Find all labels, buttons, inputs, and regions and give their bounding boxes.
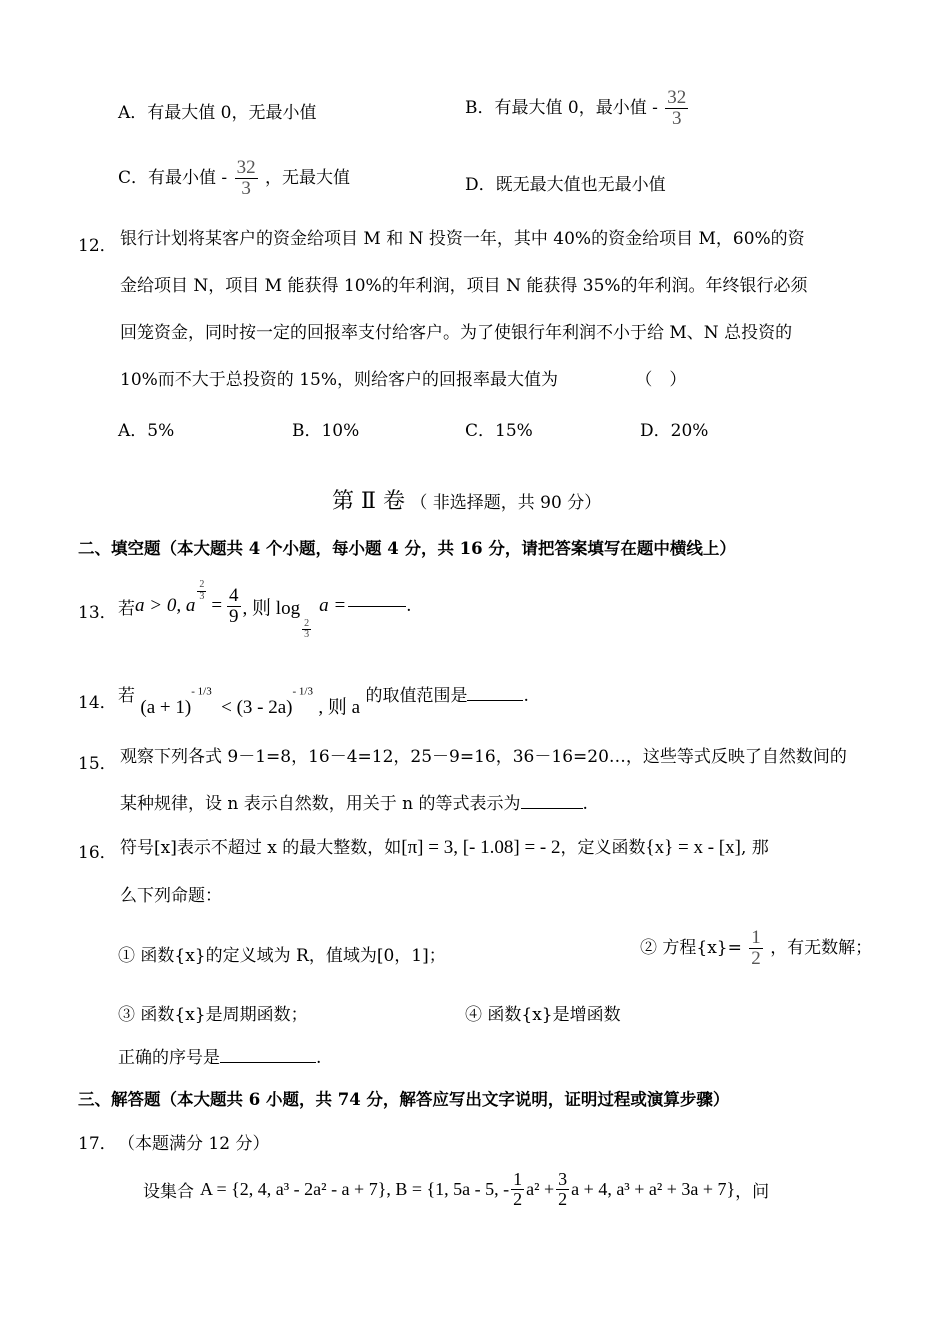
fraction-numerator: 4 [229,585,239,606]
q12-option-d: D．20% [640,421,709,441]
q15-line-1: 观察下列各式 9－1=8，16－4=12，25－9=16，36－16=20…，这些等式反映了自然数间的 [120,747,847,767]
q11-option-c-suffix: ，无最大值 [264,167,350,188]
q12-line-1: 银行计划将某客户的资金给项目 M 和 N 投资一年，其中 40%的资金给项目 M，60%的资 [120,229,805,249]
q14-lhs: (a + 1) [140,697,192,718]
q17-fraction-1 [511,1170,524,1209]
q16-line-1c: ，定义函数 [560,838,646,858]
fraction-numerator: 1 [751,927,761,948]
q13-answer-blank[interactable] [348,606,406,607]
q14-expression [118,680,529,718]
q14-ze: , 则 a [318,697,361,718]
q14-answer-blank[interactable] [467,700,523,701]
q16-line-1 [120,838,769,857]
q17-statement [143,1170,769,1209]
section-2-title-main: 第 Ⅱ 卷 [332,489,405,514]
q16-item-3: ③ 函数{x}是周期函数； [118,1005,308,1025]
q14-end: . [523,686,529,706]
q16-example: [π] = 3, [- 1.08] = - 2 [401,837,561,858]
q15-line-2-text: 某种规律，设 n 表示自然数，用关于 n 的等式表示为 [120,794,521,814]
q17-score: （本题满分 12 分） [118,1134,270,1154]
q12-line-3: 回笼资金，同时按一定的回报率支付给客户。为了使银行年利润不小于给 M、N 总投资的 [120,323,793,343]
section-2-title [332,484,601,515]
q16-line-1a: 符号[x]表示不超过 x 的最大整数，如 [120,838,402,858]
q13-exponent [197,580,206,602]
q16-definition: {x} = x - [x] [645,837,741,858]
q14-text: 的取值范围是 [365,686,468,706]
q12-line-4 [120,372,686,389]
q12-line-4-text: 10%而不大于总投资的 15%，则给客户的回报率最大值为 [120,370,558,390]
q14-number: 14． [78,693,117,713]
q13-number: 13． [78,603,117,623]
fraction-numerator: 32 [236,157,256,178]
q15-line-2 [120,796,588,813]
q17-number: 17． [78,1134,117,1154]
q14-exp-1: - 1/3 [191,685,212,698]
q17-tail: a + 4, a³ + a² + 3a + 7} [571,1178,736,1199]
fraction-denominator: 2 [751,947,761,969]
fraction-numerator: 3 [558,1169,568,1189]
q14-ruo: 若 [118,686,135,706]
q13-ruo: 若 [118,598,135,619]
fraction-numerator: 2 [304,617,310,629]
q15-answer-blank[interactable] [521,808,583,809]
q16-item-2-suffix: ，有无数解； [770,937,873,958]
q13-condition: a > 0, a [135,595,196,617]
q16-answer-line [118,1043,321,1068]
fraction-denominator: 2 [558,1188,568,1209]
q16-item-1: ① 函数{x}的定义域为 R，值域为[0，1]； [118,946,446,966]
q13-tail: a = [319,595,347,617]
q11-option-c [118,158,350,199]
q14-exp-2: - 1/3 [292,685,313,698]
q13-value-fraction [227,586,241,627]
section-3-heading: 三、解答题（本大题共 6 小题，共 74 分，解答应写出文字说明，证明过程或演算步骤） [78,1090,730,1109]
q17-sets: A = {2, 4, a³ - 2a² - a + 7}, B = {1, 5a - 5, - [200,1178,510,1199]
q11-option-c-fraction [235,158,258,199]
q12-answer-paren: （ ） [635,370,687,390]
q15-number: 15． [78,754,117,774]
section-2-heading: 二、填空题（本大题共 4 个小题，每小题 4 分，共 16 分，请把答案填写在题中横线上） [78,539,736,558]
q12-option-b: B．10% [292,421,360,441]
fraction-numerator: 32 [667,87,687,108]
fraction-numerator: 1 [513,1169,523,1189]
q17-fraction-2 [556,1170,569,1209]
q11-option-c-text: C．有最小值 - [118,167,228,188]
fraction-denominator: 3 [672,107,682,129]
q17-lead: 设集合 [143,1181,194,1202]
q16-end: . [316,1048,322,1068]
section-2-title-sub: （ 非选择题，共 90 分） [410,493,602,513]
q16-answer-text: 正确的序号是 [118,1048,220,1068]
q14-lt: < (3 - 2a) [221,697,293,718]
q16-line-2: 么下列命题： [120,886,222,906]
q11-option-d: D．既无最大值也无最小值 [465,175,666,195]
fraction-denominator: 3 [304,629,310,641]
fraction-numerator: 2 [199,579,205,590]
q16-item-2 [640,928,872,969]
q12-line-2: 金给项目 N，项目 M 能获得 10%的年利润，项目 N 能获得 35%的年利润。年终银行必须 [120,276,808,296]
q15-end: . [582,794,588,814]
q11-option-a: A．有最大值 0，无最小值 [118,103,317,123]
fraction-denominator: 9 [229,605,239,627]
q11-option-b [465,88,690,129]
q13-equals: = [211,595,223,617]
fraction-denominator: 2 [513,1188,523,1209]
q16-answer-blank[interactable] [220,1062,316,1063]
q13-log-base [302,619,311,641]
q16-number: 16． [78,843,117,863]
q12-option-a: A．5% [118,421,175,441]
q12-option-c: C．15% [465,421,533,441]
q13-expression [118,579,412,641]
q11-option-b-text: B．有最大值 0，最小值 - [465,97,658,118]
fraction-denominator: 3 [241,177,251,199]
q11-option-b-fraction [665,88,688,129]
q13-log: , 则 log [242,597,301,619]
q13-end: . [406,596,412,617]
q16-line-1e: , 那 [740,838,769,858]
q16-item-2-text: ② 方程{x}= [640,937,742,958]
q16-item-2-fraction [749,928,763,969]
q17-wen: ，问 [735,1181,770,1202]
q16-item-4: ④ 函数{x}是增函数 [465,1005,621,1025]
q12-number: 12． [78,236,117,256]
fraction-denominator: 3 [199,590,205,602]
q17-mid: a² + [526,1178,555,1199]
